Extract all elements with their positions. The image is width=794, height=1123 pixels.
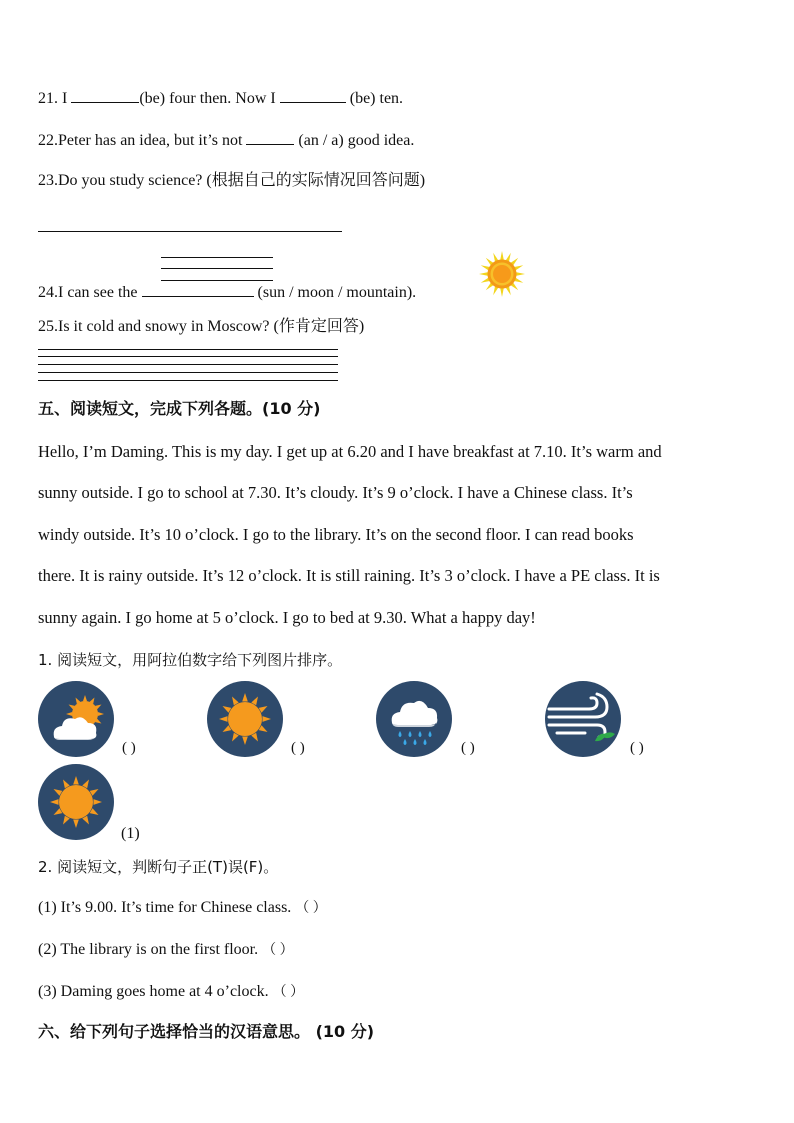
tf-item: (3) Daming goes home at 4 o’clock. （ ） — [38, 983, 305, 1000]
section-5-title: 五、阅读短文，完成下列各题。(10 分) — [38, 399, 321, 418]
sun-icon — [478, 250, 526, 298]
sun-icon — [38, 764, 114, 840]
picture-order-answer[interactable]: ( ) — [122, 740, 136, 756]
rain-icon — [376, 681, 452, 757]
reading-passage — [38, 442, 754, 649]
tf-answer[interactable]: （ ） — [262, 943, 294, 958]
answer-line[interactable] — [38, 380, 338, 381]
picture-order-answer[interactable]: ( ) — [291, 740, 305, 756]
passage-line: Hello, I’m Daming. This is my day. I get up at 6.20 and I have breakfast at 7.10. It’s warm and — [38, 442, 662, 461]
question-22: 22.Peter has an idea, but it’s not (an / a) good idea. — [38, 132, 415, 149]
task-1-instruction: 1. 阅读短文，用阿拉伯数字给下列图片排序。 — [38, 651, 343, 669]
answer-line[interactable] — [161, 268, 273, 269]
answer-line[interactable] — [38, 231, 342, 232]
passage-line: sunny again. I go home at 5 o’clock. I go to bed at 9.30. What a happy day! — [38, 607, 536, 627]
picture-order-answer: (1) — [121, 825, 140, 842]
sun-ray — [500, 288, 504, 297]
passage-line: sunny outside. I go to school at 7.30. It’s cloudy. It’s 9 o’clock. I have a Chinese class. It’s — [38, 483, 633, 503]
tf-item: (1) It’s 9.00. It’s time for Chinese class. （ ） — [38, 899, 327, 916]
task-2-instruction: 2. 阅读短文，判断句子正(T)误(F)。 — [38, 858, 279, 876]
sun-ray — [500, 251, 504, 260]
tf-answer[interactable]: （ ） — [295, 901, 327, 916]
question-25: 25.Is it cold and snowy in Moscow? (作肯定回答) — [38, 318, 365, 335]
answer-blank[interactable] — [246, 130, 294, 145]
sun-icon — [207, 681, 283, 757]
answer-blank[interactable] — [71, 88, 139, 103]
answer-line[interactable] — [161, 280, 273, 281]
answer-blank[interactable] — [142, 282, 254, 297]
answer-blank[interactable] — [280, 88, 346, 103]
answer-line[interactable] — [38, 364, 338, 365]
tf-answer[interactable]: （ ） — [272, 985, 305, 1000]
answer-line[interactable] — [161, 257, 273, 258]
answer-line[interactable] — [38, 372, 338, 373]
passage-line: there. It is rainy outside. It’s 12 o’clock. It is still raining. It’s 3 o’clock. I have a PE class. It is — [38, 566, 660, 586]
sun-ray — [516, 272, 525, 276]
passage-line: windy outside. It’s 10 o’clock. I go to the library. It’s on the second floor. I can read books — [38, 524, 634, 544]
wind-icon — [545, 681, 621, 757]
answer-line[interactable] — [38, 349, 338, 350]
question-23: 23.Do you study science? (根据自己的实际情况回答问题) — [38, 172, 426, 189]
answer-line[interactable] — [38, 356, 338, 357]
sun-cloud-icon — [38, 681, 114, 757]
question-21: 21. I (be) four then. Now I (be) ten. — [38, 90, 404, 107]
tf-item: (2) The library is on the first floor. （ ） — [38, 941, 294, 958]
picture-order-answer[interactable]: ( ) — [461, 740, 475, 756]
section-6-title: 六、给下列句子选择恰当的汉语意思。 (10 分) — [38, 1022, 375, 1041]
sun-ray — [479, 272, 488, 276]
picture-order-answer[interactable]: ( ) — [630, 740, 644, 756]
question-24: 24.I can see the (sun / moon / mountain). — [38, 284, 417, 301]
